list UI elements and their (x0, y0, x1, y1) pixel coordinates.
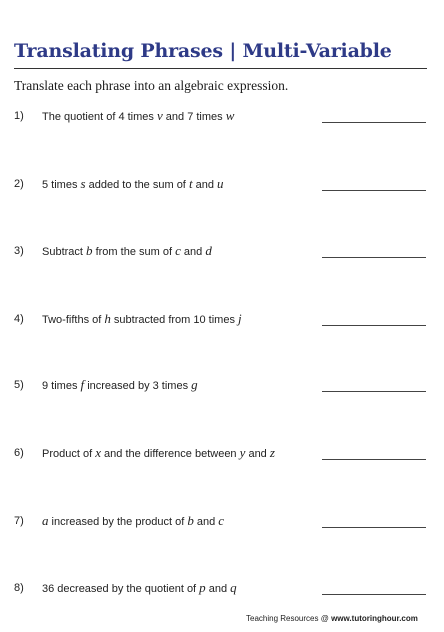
phrase-segment: and (180, 246, 206, 258)
phrase-segment: Subtract (42, 246, 87, 258)
phrase-segment: and (192, 179, 218, 191)
variable: x (95, 445, 101, 460)
variable: g (191, 377, 198, 392)
variable: p (199, 580, 206, 595)
variable: b (86, 243, 93, 258)
phrase-segment: and (193, 516, 219, 528)
answer-line[interactable] (322, 527, 426, 528)
question-text (42, 108, 234, 125)
question-number: 1) (14, 110, 24, 122)
question-text (42, 445, 275, 462)
question-item (0, 377, 444, 397)
question-item (0, 445, 444, 465)
variable: q (230, 580, 237, 595)
variable: u (217, 176, 224, 191)
question-text (42, 243, 212, 260)
variable: d (205, 243, 212, 258)
question-number: 6) (14, 447, 24, 459)
question-item (0, 108, 444, 128)
phrase-segment: 5 times (42, 179, 81, 191)
instructions-text: Translate each phrase into an algebraic expression. (14, 78, 289, 93)
phrase-segment: 9 times (42, 380, 81, 392)
question-text (42, 513, 224, 530)
answer-line[interactable] (322, 190, 426, 191)
variable: b (187, 513, 194, 528)
phrase-segment: 36 decreased by the quotient of (42, 583, 200, 595)
phrase-segment: from the sum of (92, 246, 176, 258)
variable: h (104, 311, 111, 326)
footer-site-link[interactable]: www.tutoringhour.com (331, 614, 418, 623)
variable: j (238, 311, 242, 326)
footer-credit (246, 614, 418, 623)
variable: v (156, 108, 163, 123)
question-item (0, 311, 444, 331)
variable: c (175, 243, 181, 258)
phrase-segment: increased by the product of (48, 516, 188, 528)
variable: c (218, 513, 225, 528)
worksheet-title: Translating Phrases | Multi-Variable (14, 40, 392, 62)
phrase-segment: and (205, 583, 231, 595)
question-item (0, 243, 444, 263)
phrase-segment: and 7 times (162, 111, 226, 123)
answer-line[interactable] (322, 459, 426, 460)
answer-line[interactable] (322, 257, 426, 258)
question-number: 3) (14, 245, 24, 257)
question-number: 4) (14, 313, 24, 325)
variable: y (239, 445, 246, 460)
question-item (0, 513, 444, 533)
question-text (42, 377, 198, 394)
question-number: 2) (14, 178, 24, 190)
variable: z (269, 445, 275, 460)
variable: a (42, 513, 49, 528)
phrase-segment: Two-fifths of (42, 314, 105, 326)
answer-line[interactable] (322, 391, 426, 392)
question-item (0, 176, 444, 196)
question-number: 8) (14, 582, 24, 594)
phrase-segment: subtracted from 10 times (110, 314, 239, 326)
variable: s (80, 176, 86, 191)
question-number: 7) (14, 515, 24, 527)
answer-line[interactable] (322, 325, 426, 326)
phrase-segment: and (245, 448, 270, 460)
question-text (42, 580, 237, 597)
answer-line[interactable] (322, 122, 426, 123)
phrase-segment: increased by 3 times (84, 380, 192, 392)
title-divider (14, 68, 427, 69)
phrase-segment: and the difference between (100, 448, 240, 460)
question-text (42, 176, 224, 193)
answer-line[interactable] (322, 594, 426, 595)
variable: t (188, 176, 193, 191)
phrase-segment: Product of (42, 448, 96, 460)
variable: f (80, 377, 85, 392)
phrase-segment: The quotient of 4 times (42, 111, 157, 123)
footer-label: Teaching Resources @ (246, 614, 332, 623)
phrase-segment: added to the sum of (85, 179, 189, 191)
variable: w (225, 108, 235, 123)
question-number: 5) (14, 379, 24, 391)
question-item (0, 580, 444, 600)
question-text (42, 311, 242, 328)
